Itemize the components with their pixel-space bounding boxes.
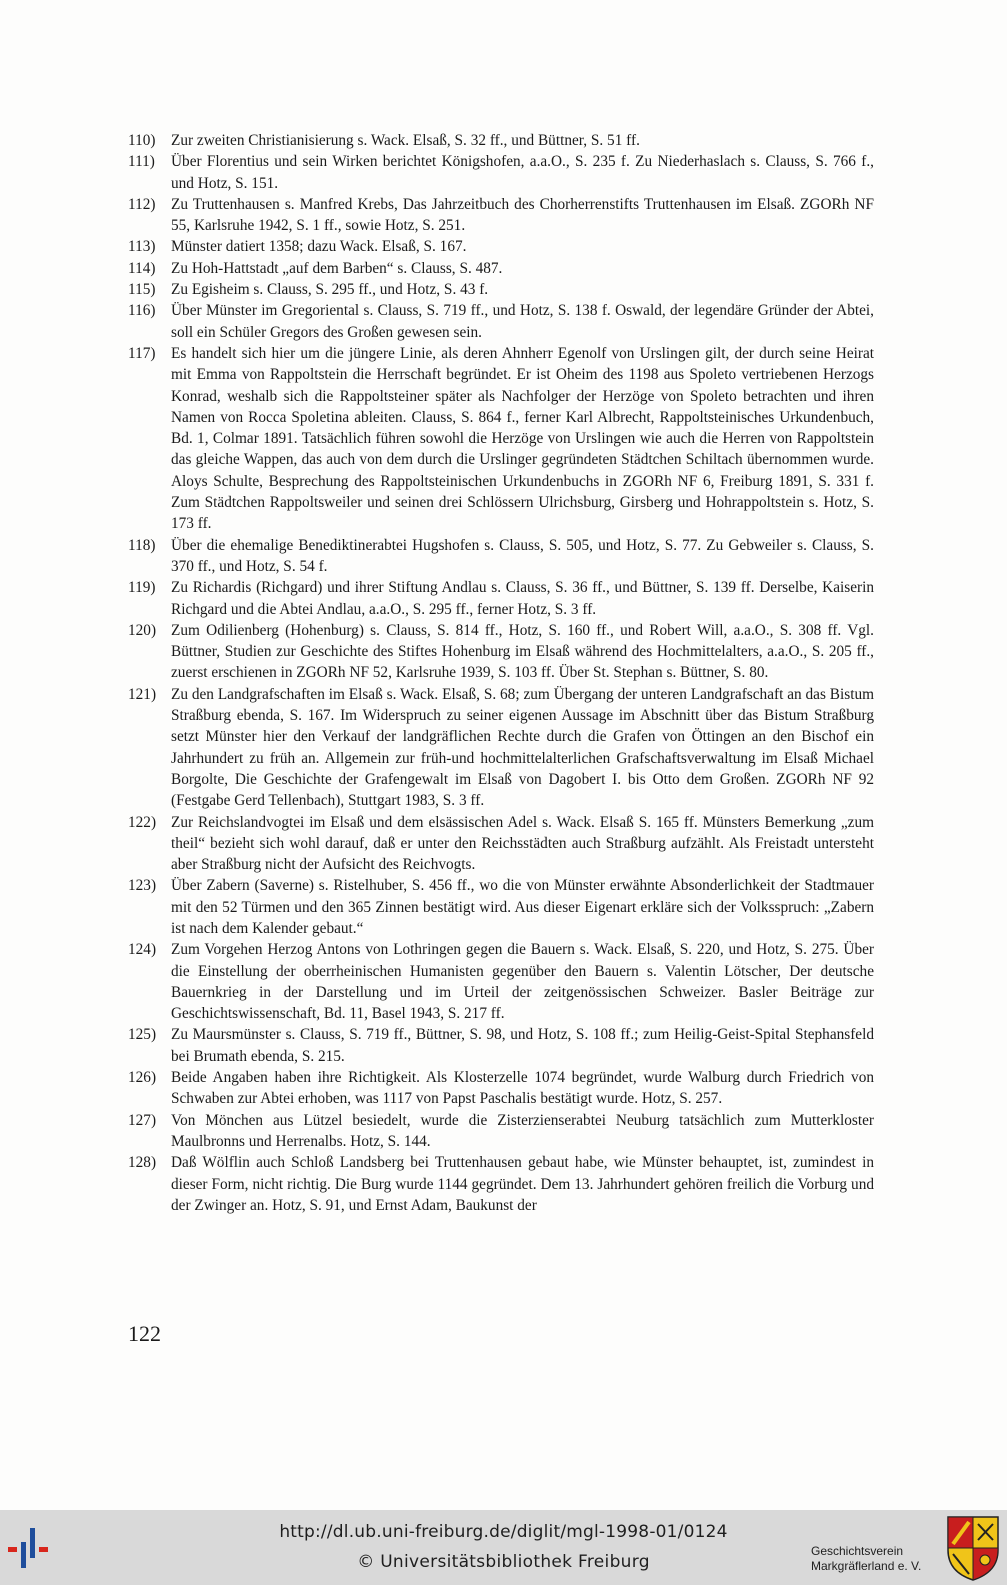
footnote-text: Zum Vorgehen Herzog Antons von Lothringen gegen die Bauern s. Wack. Elsaß, S. 220, und Hotz, S. 275. Über die Einstellung der oberrheinischen Humanisten gegenüber den Bauern s. Valentin Lötscher, Der deutsche Bauernkrieg in der Darstellung und im Urteil der zeitgenössischen Schweizer. Basler Beiträge zur Geschichtswissenschaft, Bd. 11, Basel 1943, S. 217 ff. bbox=[171, 941, 874, 1023]
footer-bar bbox=[0, 1510, 1007, 1585]
footnote-number: 128) bbox=[128, 1154, 157, 1172]
footnote-number: 121) bbox=[128, 685, 157, 703]
footnote-text: Über Zabern (Saverne) s. Ristelhuber, S. 456 ff., wo die von Münster erwähnte Absonderlichkeit der Stadtmauer mit den 52 Türmen und den 365 Zinnen bestätigt wird. Aus dieser Eigenart erkläre sich der Volksspruch: „Zabern ist nach dem Kalender gebaut.“ bbox=[171, 877, 874, 937]
footnote-number: 117) bbox=[128, 344, 156, 362]
footnote-text: Von Mönchen aus Lützel besiedelt, wurde die Zisterzienserabtei Neuburg tatsächlich zum Mutterkloster Maulbronns und Herrenalbs. Hotz, S. 144. bbox=[171, 1111, 874, 1150]
footnote-item bbox=[128, 343, 874, 535]
page-number: 122 bbox=[128, 1321, 161, 1346]
footnote-text: Zu Richardis (Richgard) und ihrer Stiftung Andlau s. Clauss, S. 36 ff., und Büttner, S. 139 ff. Derselbe, Kaiserin Richgard und die Abtei Andlau, a.a.O., S. 295 ff., ferner Hotz, S. 3 ff. bbox=[171, 579, 874, 618]
footnote-number: 125) bbox=[128, 1026, 157, 1044]
footnote-item bbox=[128, 812, 874, 876]
footnote-text: Zu Truttenhausen s. Manfred Krebs, Das Jahrzeitbuch des Chorherrenstifts Truttenhausen im Elsaß. ZGORh NF 55, Karlsruhe 1942, S. 1 ff., sowie Hotz, S. 251. bbox=[171, 195, 874, 235]
footnote-item bbox=[128, 1024, 874, 1067]
footnote-number: 116) bbox=[128, 302, 156, 320]
footnote-number: 126) bbox=[128, 1069, 157, 1087]
footnote-number: 127) bbox=[128, 1111, 157, 1129]
footnote-text: Zu den Landgrafschaften im Elsaß s. Wack. Elsaß, S. 68; zum Übergang der unteren Landgrafschaft an das Bistum Straßburg ebenda, S. 167. Im Widerspruch zu seiner eigenen Aussage im Abschnitt über das Bistum Straßburg setzt Münster hier den Verkauf der landgräflichen Rechte durch die Grafen von Öttingen an den Bischof ein Jahrhundert zu früh an. Allgemein zur früh-und hochmittelalterlichen Grafschaftsverwaltung im Elsaß Michael Borgolte, Die Geschichte der Grafengewalt im Elsaß von Dagobert I. bis Otto dem Großen. ZGORh NF 92 (Festgabe Gerd Tellenbach), Stuttgart 1983, S. 3 ff. bbox=[171, 685, 874, 810]
footnote-text: Zu Egisheim s. Clauss, S. 295 ff., und Hotz, S. 43 f. bbox=[171, 281, 489, 299]
footnote-item bbox=[128, 300, 874, 343]
footnote-text: Daß Wölflin auch Schloß Landsberg bei Truttenhausen gebaut habe, wie Münster behauptet, ist, zumindest in dieser Form, nicht richtig. Die Burg wurde 1144 gegründet. Dem 13. Jahrhundert gehören freilich die Vorburg und der Zwinger an. Hotz, S. 91, und Ernst Adam, Baukunst der bbox=[171, 1154, 874, 1214]
footnote-item bbox=[128, 1152, 874, 1216]
footnote-item bbox=[128, 535, 874, 578]
footnote-item bbox=[128, 1067, 874, 1110]
footnote-text: Zu Hoh-Hattstadt „auf dem Barben“ s. Clauss, S. 487. bbox=[171, 259, 503, 277]
society-name-line1: Geschichtsverein bbox=[811, 1544, 904, 1558]
footnote-item bbox=[128, 130, 874, 151]
footnote-number: 114) bbox=[128, 259, 156, 277]
footnote-number: 119) bbox=[128, 579, 156, 597]
footnote-number: 123) bbox=[128, 877, 157, 895]
footnote-item bbox=[128, 875, 874, 939]
source-url-link[interactable]: http://dl.ub.uni-freiburg.de/diglit/mgl-1998-01/0124 bbox=[279, 1522, 728, 1542]
footnote-item bbox=[128, 939, 874, 1024]
footnote-item bbox=[128, 1110, 874, 1153]
footnote-number: 111) bbox=[128, 153, 155, 171]
footnote-item bbox=[128, 577, 874, 620]
society-name-line2: Markgräflerland e. V. bbox=[811, 1559, 922, 1573]
footnote-text: Über die ehemalige Benediktinerabtei Hugshofen s. Clauss, S. 505, und Hotz, S. 77. Zu Gebweiler s. Clauss, S. 370 ff., und Hotz, S. 54 f. bbox=[171, 536, 874, 575]
footnote-number: 124) bbox=[128, 941, 157, 959]
footnote-list bbox=[128, 130, 874, 1216]
footnote-text: Über Münster im Gregoriental s. Clauss, S. 719 ff., und Hotz, S. 138 f. Oswald, der legendäre Gründer der Abtei, soll ein Schüler Gregors des Großen gewesen sein. bbox=[171, 302, 874, 341]
footnote-item bbox=[128, 684, 874, 812]
footnote-text: Zur zweiten Christianisierung s. Wack. Elsaß, S. 32 ff., und Büttner, S. 51 ff. bbox=[171, 132, 640, 149]
footnote-item bbox=[128, 151, 874, 194]
footnote-item bbox=[128, 194, 874, 237]
footnote-item bbox=[128, 620, 874, 684]
footnote-number: 120) bbox=[128, 621, 157, 639]
footnote-text: Zu Maursmünster s. Clauss, S. 719 ff., Büttner, S. 98, und Hotz, S. 108 ff.; zum Heilig-Geist-Spital Stephansfeld bei Brumath ebenda, S. 215. bbox=[171, 1026, 874, 1065]
footnote-number: 110) bbox=[128, 132, 156, 149]
footnote-text: Über Florentius und sein Wirken berichtet Königshofen, a.a.O., S. 235 f. Zu Niederhaslach s. Clauss, S. 766 f., und Hotz, S. 151. bbox=[171, 153, 874, 192]
footnote-item bbox=[128, 279, 874, 300]
society-name[interactable] bbox=[811, 1544, 943, 1574]
markgraeflerland-crest-icon[interactable] bbox=[945, 1514, 1001, 1582]
footnote-number: 115) bbox=[128, 281, 156, 299]
footnote-text: Zum Odilienberg (Hohenburg) s. Clauss, S. 814 ff., Hotz, S. 160 ff., und Robert Will, a.a.O., S. 308 ff. Vgl. Büttner, Studien zur Geschichte des Stiftes Hohenburg im Elsaß während des Hochmittelalters, a.a.O., S. 205 ff., zuerst erschienen in ZGORh NF 52, Karlsruhe 1939, S. 103 ff. Über St. Stephan s. Büttner, S. 80. bbox=[171, 621, 874, 682]
footnote-item bbox=[128, 236, 874, 257]
footnote-number: 112) bbox=[128, 195, 156, 213]
footnote-text: Zur Reichslandvogtei im Elsaß und dem elsässischen Adel s. Wack. Elsaß S. 165 ff. Münsters Bemerkung „zum theil“ bezieht sich wohl darauf, daß er unter den Reichsstädten auch Straßburg aufzählt. Als Freistadt untersteht aber Straßburg nicht der Aufsicht des Reichvogts. bbox=[171, 813, 874, 874]
footnote-number: 113) bbox=[128, 238, 156, 256]
footnote-text: Münster datiert 1358; dazu Wack. Elsaß, S. 167. bbox=[171, 238, 467, 256]
footnote-text: Beide Angaben haben ihre Richtigkeit. Als Klosterzelle 1074 begründet, wurde Walburg durch Friedrich von Schwaben zur Abtei erhoben, was 1117 von Papst Paschalis bestätigt wurde. Hotz, S. 257. bbox=[171, 1069, 874, 1108]
footnote-number: 118) bbox=[128, 536, 156, 554]
footnote-number: 122) bbox=[128, 813, 157, 831]
footnote-text: Es handelt sich hier um die jüngere Linie, als deren Ahnherr Egenolf von Urslingen gilt, der durch seine Heirat mit Emma von Rappoltstein die Herrschaft begründet. Er ist Oheim des 1198 aus Spoleto vertriebenen Herzogs Konrad, weshalb sich die Rappoltsteiner später als Nachfolger der Herzöge von Spoleto betrachten und ihren Namen von Rocca Spoletina ableiten. Clauss, S. 864 f., ferner Karl Albrecht, Rappoltsteinisches Urkundenbuch, Bd. 1, Colmar 1891. Tatsächlich führen sowohl die Herzöge von Urslingen wie auch die Herren von Rappoltstein das gleiche Wappen, das auch von dem durch die Urslinger gegründeten Städtchen Schiltach übernommen wurde. Aloys Schulte, Besprechung des Rappoltsteinischen Urkundenbuchs in ZGORh NF 6, Freiburg 1891, S. 331 f. Zum Städtchen Rappoltsweiler und seinen drei Schlössern Ulrichsburg, Girsberg und Hohrappoltstein s. Hotz, S. 173 ff. bbox=[171, 344, 874, 533]
copyright-notice: © Universitätsbibliothek Freiburg bbox=[357, 1552, 650, 1572]
footnote-item bbox=[128, 258, 874, 279]
